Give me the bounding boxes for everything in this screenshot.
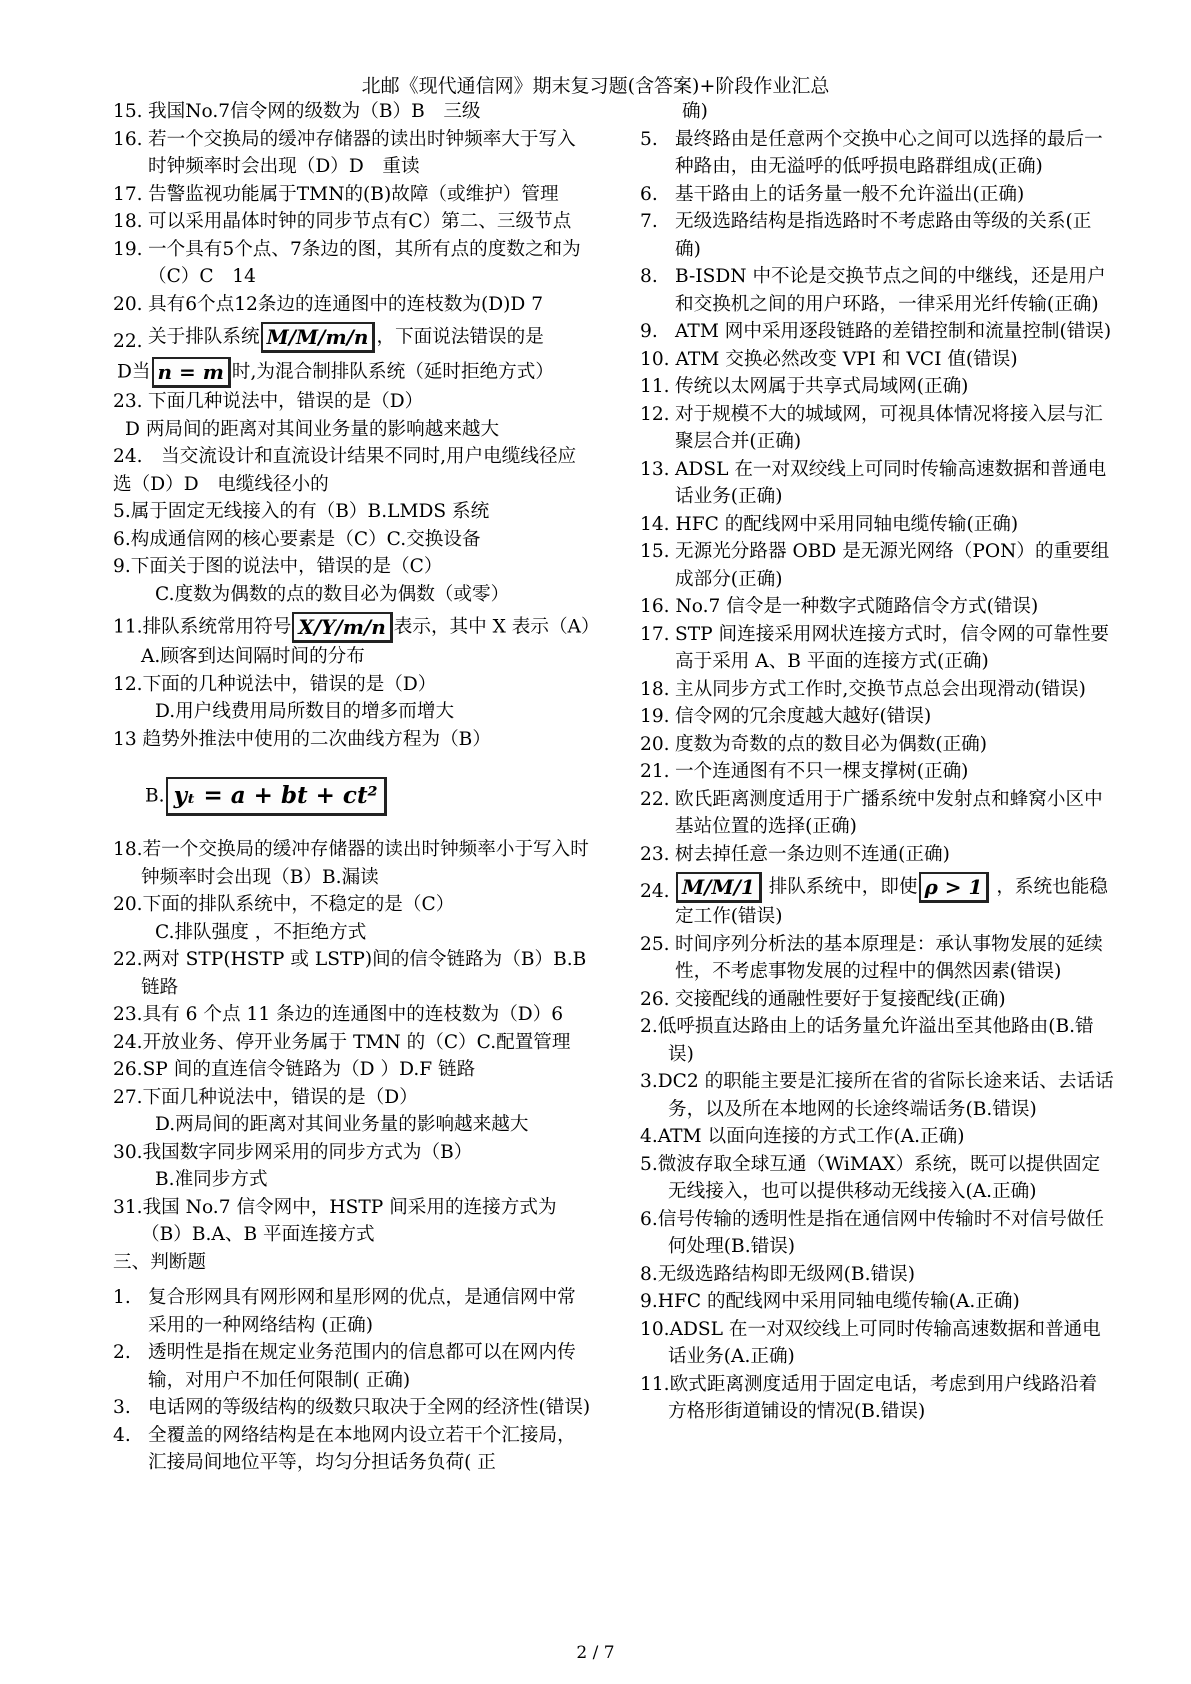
list-item: 6.构成通信网的核心要素是（C）C.交换设备 [113, 528, 481, 550]
list-item: 9. ATM 网中采用逐段链路的差错控制和流量控制(错误) [640, 321, 1112, 342]
formula-image: M/M/1 [676, 872, 762, 903]
list-item: 7. 无级选路结构是指选路时不考虑路由等级的关系(正确) [640, 211, 1092, 260]
list-item: 24.开放业务、停开业务属于 TMN 的（C）C.配置管理 [113, 1031, 571, 1053]
list-item: 18. 主从同步方式工作时,交换节点总会出现滑动(错误) [640, 678, 1086, 700]
left-column [113, 98, 593, 1477]
list-item: D.用户线费用局所数目的增多而增大 [155, 701, 455, 722]
list-item: 5. 最终路由是任意两个交换中心之间可以选择的最后一种路由，由无溢呼的低呼损电路群组成(正确) [640, 128, 1103, 177]
list-item: 8.无级选路结构即无级网(B.错误) [640, 1263, 915, 1285]
list-item: 24. 当交流设计和直流设计结果不同时,用户电缆线径应选（D）D 电缆线径小的 [113, 446, 577, 495]
list-item: 12. 对于规模不大的城域网，可视具体情况将接入层与汇聚层合并(正确) [640, 403, 1103, 452]
list-item: B.准同步方式 [155, 1169, 268, 1190]
list-item: 24. M/M/1 排队系统中，即使 ρ > 1 ，系统也能稳定工作(错误) [640, 872, 1115, 931]
list-item: 确) [682, 101, 708, 122]
list-item: 15. 无源光分路器 OBD 是无源光网络（PON）的重要组成部分(正确) [640, 541, 1110, 590]
list-item: 23.具有 6 个点 11 条边的连通图中的连枝数为（D）6 [113, 1004, 564, 1025]
list-item: 6.信号传输的透明性是指在通信网中传输时不对信号做任何处理(B.错误) [640, 1208, 1104, 1257]
list-item: B. yₜ = a + bt + ct² [113, 777, 593, 816]
list-item: 31.我国 No.7 信令网中，HSTP 间采用的连接方式为（B）B.A、B 平面连接方式 [113, 1196, 557, 1245]
list-item: 14. HFC 的配线网中采用同轴电缆传输(正确) [640, 513, 1019, 535]
list-item: 11. 传统以太网属于共享式局域网(正确) [640, 376, 969, 397]
page-title: 北邮《现代通信网》期末复习题(含答案)+阶段作业汇总 [361, 75, 830, 97]
list-item: 26.SP 间的直连信令链路为（D ）D.F 链路 [113, 1059, 476, 1080]
list-item: 21. 一个连通图有不只一棵支撑树(正确) [640, 761, 969, 782]
list-item: 9.HFC 的配线网中采用同轴电缆传输(A.正确) [640, 1291, 1020, 1312]
list-item: 9.下面关于图的说法中，错误的是（C） [113, 556, 443, 577]
list-item: 22. 欧氏距离测度适用于广播系统中发射点和蜂窝小区中基站位置的选择(正确) [640, 788, 1103, 837]
list-item: 3.DC2 的职能主要是汇接所在省的省际长途来话、去话话务，以及所在本地网的长途终端话务(B.错误) [640, 1071, 1114, 1120]
list-item: 8. B-ISDN 中不论是交换节点之间的中继线，还是用户和交换机之间的用户环路，一律采用光纤传输(正确) [640, 266, 1106, 315]
list-item: D当 n = m 时,为混合制排队系统（延时拒绝方式） [113, 357, 593, 388]
right-column [640, 98, 1115, 1426]
list-item: 19. 一个具有5个点、7条边的图，其所有点的度数之和为（C）C 14 [113, 238, 581, 287]
list-item: 22. 关于排队系统 M/M/m/n ，下面说法错误的是 [113, 322, 593, 353]
list-item: 19. 信令网的冗余度越大越好(错误) [640, 706, 932, 727]
list-item: 17. STP 间连接采用网状连接方式时，信令网的可靠性要高于采用 A、B 平面的连接方式(正确) [640, 623, 1110, 672]
list-item: 15. 我国No.7信令网的级数为（B）B 三级 [113, 101, 481, 122]
section-heading: 三、判断题 [113, 1251, 206, 1273]
list-item: 2.低呼损直达路由上的话务量允许溢出至其他路由(B.错误) [640, 1016, 1094, 1065]
list-item: 16. 若一个交换局的缓冲存储器的读出时钟频率大于写入时钟频率时会出现（D）D 重读 [113, 128, 576, 177]
list-item: 13 趋势外推法中使用的二次曲线方程为（B） [113, 728, 491, 750]
list-item: 5.微波存取全球互通（WiMAX）系统，既可以提供固定无线接入，也可以提供移动无线接入(A.正确) [640, 1153, 1101, 1202]
list-item: 4. 全覆盖的网络结构是在本地网内设立若干个汇接局，汇接局间地位平等，均匀分担话务负荷( 正 [113, 1424, 576, 1473]
list-item: 5.属于固定无线接入的有（B）B.LMDS 系统 [113, 501, 490, 522]
list-item: 2. 透明性是指在规定业务范围内的信息都可以在网内传输，对用户不加任何限制( 正确) [113, 1342, 576, 1391]
list-item: 10.ADSL 在一对双绞线上可同时传输高速数据和普通电话业务(A.正确) [640, 1318, 1101, 1367]
list-item: 30.我国数字同步网采用的同步方式为（B） [113, 1141, 473, 1163]
list-item: 22.两对 STP(HSTP 或 LSTP)间的信令链路为（B）B.B 链路 [113, 949, 587, 998]
list-item: 20.下面的排队系统中，不稳定的是（C） [113, 894, 455, 915]
list-item: C.排队强度 ，不拒绝方式 [155, 921, 367, 943]
list-item: 25. 时间序列分析法的基本原理是：承认事物发展的延续性，不考虑事物发展的过程中的偶然因素(错误) [640, 933, 1103, 982]
list-item: 23. 下面几种说法中，错误的是（D） [113, 391, 424, 412]
formula-image: ρ > 1 [919, 872, 990, 903]
formula-image: n = m [152, 357, 231, 388]
list-item: 1. 复合形网具有网形网和星形网的优点，是通信网中常采用的一种网络结构 (正确) [113, 1287, 576, 1336]
formula-image: M/M/m/n [261, 322, 376, 353]
list-item: 16. No.7 信令是一种数字式随路信令方式(错误) [640, 596, 1039, 617]
list-item: D.两局间的距离对其间业务量的影响越来越大 [155, 1114, 529, 1135]
list-item: 26. 交接配线的通融性要好于复接配线(正确) [640, 988, 1006, 1010]
list-item: C.度数为偶数的点的数目必为偶数（或零） [155, 583, 510, 605]
list-item: 27.下面几种说法中，错误的是（D） [113, 1086, 418, 1108]
list-item: 11.欧式距离测度适用于固定电话，考虑到用户线路沿着方格形街道铺设的情况(B.错误) [640, 1373, 1098, 1422]
list-item: 13. ADSL 在一对双绞线上可同时传输高速数据和普通电话业务(正确) [640, 458, 1107, 507]
list-item: D 两局间的距离对其间业务量的影响越来越大 [125, 418, 500, 440]
list-item: 6. 基干路由上的话务量一般不允许溢出(正确) [640, 183, 1025, 205]
list-item: 20. 度数为奇数的点的数目必为偶数(正确) [640, 733, 988, 755]
list-item: 4.ATM 以面向连接的方式工作(A.正确) [640, 1126, 965, 1147]
list-item: 23. 树去掉任意一条边则不连通(正确) [640, 843, 950, 865]
list-item: 18.若一个交换局的缓冲存储器的读出时钟频率小于写入时钟频率时会出现（B）B.漏读 [113, 839, 589, 888]
formula-image: yₜ = a + bt + ct² [166, 777, 387, 816]
list-item: 18. 可以采用晶体时钟的同步节点有C）第二、三级节点 [113, 211, 572, 232]
formula-image: X/Y/m/n [292, 612, 392, 643]
list-item: 11.排队系统常用符号 X/Y/m/n 表示，其中 X 表示（A）A.顾客到达间隔时间的分布 [113, 612, 593, 671]
page-number: 2 / 7 [576, 1643, 615, 1663]
list-item: 10. ATM 交换必然改变 VPI 和 VCI 值(错误) [640, 348, 1018, 370]
list-item: 3. 电话网的等级结构的级数只取决于全网的经济性(错误) [113, 1397, 591, 1418]
list-item: 17. 告警监视功能属于TMN的(B)故障（或维护）管理 [113, 183, 559, 205]
list-item: 12.下面的几种说法中，错误的是（D） [113, 673, 437, 695]
list-item: 20. 具有6个点12条边的连通图中的连枝数为(D)D 7 [113, 293, 544, 315]
